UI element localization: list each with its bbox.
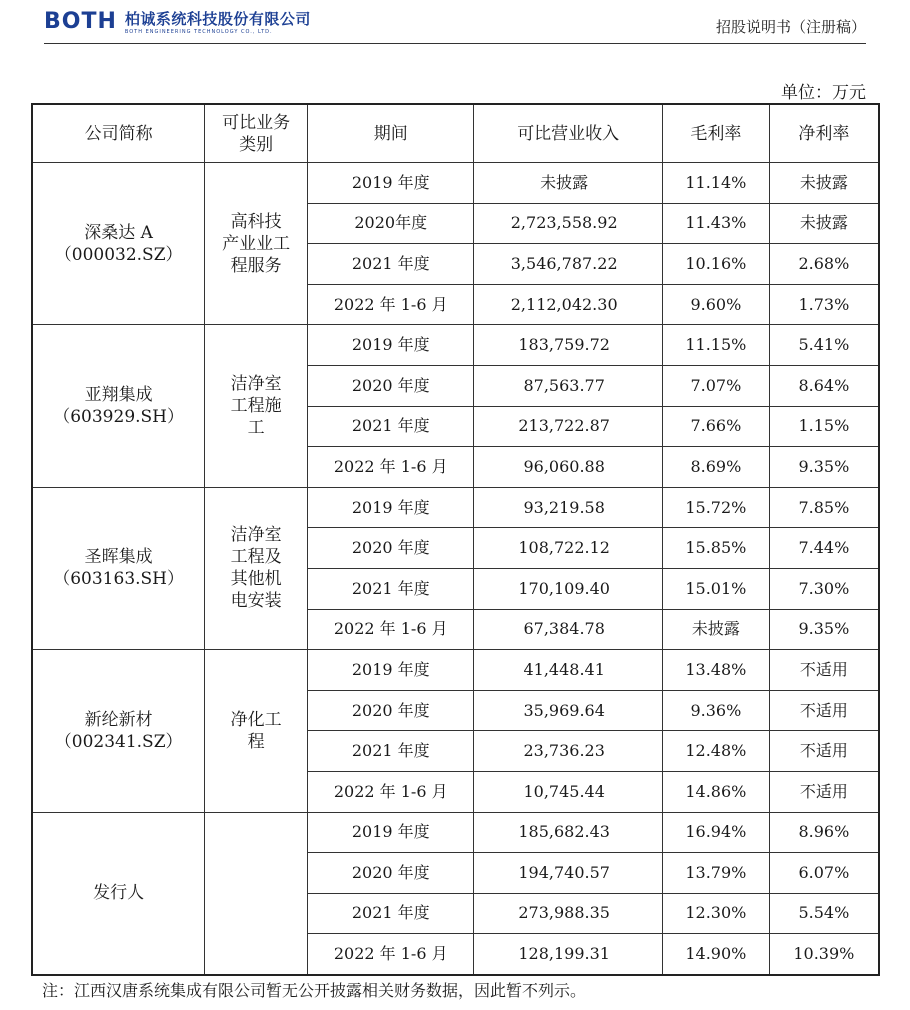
revenue-cell: 93,219.58 [474,487,663,528]
net-margin-cell: 9.35% [769,447,879,488]
revenue-cell: 213,722.87 [474,406,663,447]
gross-margin-cell: 7.66% [662,406,769,447]
table-row [32,812,879,853]
net-margin-cell: 7.85% [769,487,879,528]
table-row [32,325,879,366]
gross-margin-cell: 14.86% [662,771,769,812]
gross-margin-cell: 11.15% [662,325,769,366]
logo-wordmark: BOTH [44,9,117,34]
column-header: 可比营业收入 [474,104,663,163]
table-row [32,650,879,691]
column-header: 公司简称 [32,104,205,163]
gross-margin-cell: 12.48% [662,731,769,772]
gross-margin-cell: 13.79% [662,853,769,894]
period-cell: 2020年度 [308,203,474,244]
company-name-cell: 新纶新材 （002341.SZ） [32,650,205,812]
revenue-cell: 128,199.31 [474,934,663,975]
company-logo [44,9,311,35]
revenue-cell: 10,745.44 [474,771,663,812]
period-cell: 2021 年度 [308,731,474,772]
logo-english-name: BOTH ENGINEERING TECHNOLOGY CO., LTD. [124,29,273,35]
gross-margin-cell: 9.36% [662,690,769,731]
page-header [0,0,910,46]
gross-margin-cell: 9.60% [662,284,769,325]
gross-margin-cell: 15.85% [662,528,769,569]
gross-margin-cell: 15.01% [662,568,769,609]
revenue-cell: 41,448.41 [474,650,663,691]
period-cell: 2019 年度 [308,812,474,853]
revenue-cell: 23,736.23 [474,731,663,772]
revenue-cell: 183,759.72 [474,325,663,366]
revenue-cell: 35,969.64 [474,690,663,731]
net-margin-cell: 不适用 [769,690,879,731]
footnote: 注：江西汉唐系统集成有限公司暂无公开披露相关财务数据，因此暂不列示。 [42,981,587,1000]
column-header: 可比业务类别 [205,104,308,163]
net-margin-cell: 2.68% [769,244,879,285]
revenue-cell: 273,988.35 [474,893,663,934]
company-name-cell: 亚翔集成 （603929.SH） [32,325,205,487]
gross-margin-cell: 7.07% [662,365,769,406]
period-cell: 2022 年 1-6 月 [308,284,474,325]
business-category-cell: 洁净室 工程施 工 [205,325,308,487]
net-margin-cell: 8.64% [769,365,879,406]
revenue-cell: 96,060.88 [474,447,663,488]
net-margin-cell: 5.41% [769,325,879,366]
net-margin-cell: 不适用 [769,650,879,691]
revenue-cell: 108,722.12 [474,528,663,569]
revenue-cell: 2,723,558.92 [474,203,663,244]
gross-margin-cell: 14.90% [662,934,769,975]
gross-margin-cell: 12.30% [662,893,769,934]
gross-margin-cell: 11.14% [662,163,769,204]
logo-company-name: 柏诚系统科技股份有限公司 [124,10,311,28]
company-name-cell: 深桑达 A （000032.SZ） [32,163,205,325]
document-title: 招股说明书（注册稿） [715,18,866,36]
column-header: 期间 [308,104,474,163]
business-category-cell: 高科技 产业业工 程服务 [205,163,308,325]
business-category-cell [205,812,308,975]
gross-margin-cell: 13.48% [662,650,769,691]
business-category-cell: 净化工 程 [205,650,308,812]
unit-label: 单位：万元 [781,83,866,103]
period-cell: 2022 年 1-6 月 [308,771,474,812]
company-name-cell: 圣晖集成 （603163.SH） [32,487,205,649]
period-cell: 2019 年度 [308,163,474,204]
period-cell: 2021 年度 [308,893,474,934]
period-cell: 2022 年 1-6 月 [308,934,474,975]
period-cell: 2021 年度 [308,406,474,447]
period-cell: 2020 年度 [308,528,474,569]
period-cell: 2022 年 1-6 月 [308,609,474,650]
revenue-cell: 2,112,042.30 [474,284,663,325]
gross-margin-cell: 16.94% [662,812,769,853]
period-cell: 2019 年度 [308,487,474,528]
gross-margin-cell: 未披露 [662,609,769,650]
table-header-row [32,104,879,163]
net-margin-cell: 9.35% [769,609,879,650]
revenue-cell: 194,740.57 [474,853,663,894]
net-margin-cell: 1.15% [769,406,879,447]
revenue-cell: 67,384.78 [474,609,663,650]
comparison-table [31,103,880,976]
gross-margin-cell: 15.72% [662,487,769,528]
revenue-cell: 185,682.43 [474,812,663,853]
column-header: 毛利率 [662,104,769,163]
period-cell: 2019 年度 [308,650,474,691]
net-margin-cell: 5.54% [769,893,879,934]
period-cell: 2021 年度 [308,568,474,609]
revenue-cell: 未披露 [474,163,663,204]
net-margin-cell: 10.39% [769,934,879,975]
net-margin-cell: 6.07% [769,853,879,894]
net-margin-cell: 不适用 [769,771,879,812]
period-cell: 2019 年度 [308,325,474,366]
net-margin-cell: 7.44% [769,528,879,569]
revenue-cell: 3,546,787.22 [474,244,663,285]
net-margin-cell: 1.73% [769,284,879,325]
header-divider [44,43,866,44]
gross-margin-cell: 11.43% [662,203,769,244]
period-cell: 2020 年度 [308,690,474,731]
business-category-cell: 洁净室 工程及 其他机 电安装 [205,487,308,649]
net-margin-cell: 未披露 [769,163,879,204]
period-cell: 2020 年度 [308,853,474,894]
period-cell: 2021 年度 [308,244,474,285]
revenue-cell: 87,563.77 [474,365,663,406]
table-row [32,487,879,528]
revenue-cell: 170,109.40 [474,568,663,609]
period-cell: 2022 年 1-6 月 [308,447,474,488]
gross-margin-cell: 8.69% [662,447,769,488]
net-margin-cell: 7.30% [769,568,879,609]
period-cell: 2020 年度 [308,365,474,406]
net-margin-cell: 8.96% [769,812,879,853]
net-margin-cell: 未披露 [769,203,879,244]
net-margin-cell: 不适用 [769,731,879,772]
gross-margin-cell: 10.16% [662,244,769,285]
column-header: 净利率 [769,104,879,163]
company-name-cell: 发行人 [32,812,205,975]
table-row [32,163,879,204]
